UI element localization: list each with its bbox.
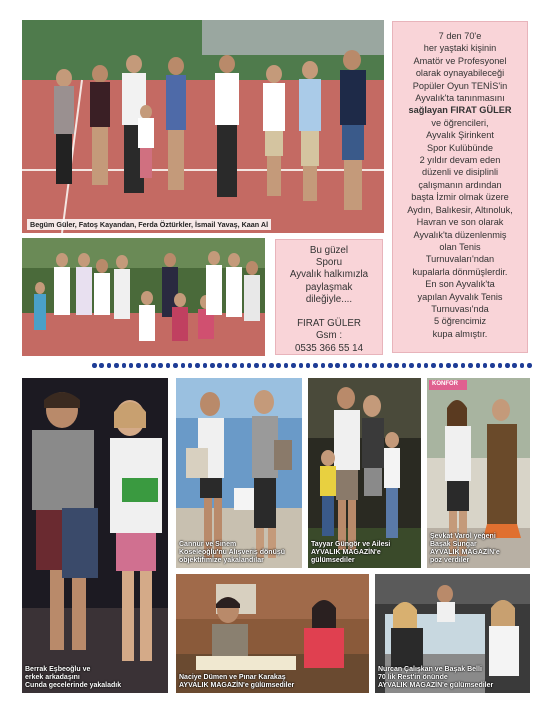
- separator-dot: [498, 363, 503, 368]
- article-line: olan Tenis: [439, 241, 481, 252]
- separator-dot: [144, 363, 149, 368]
- separator-dot: [291, 363, 296, 368]
- caption-line: AYVALIK MAGAZİN'e: [430, 549, 500, 556]
- separator-dot: [181, 363, 186, 368]
- article-line: 7 den 70'e: [438, 31, 482, 41]
- article-line: yapılan Ayvalık Tenis: [417, 291, 503, 302]
- separator-dot: [483, 363, 488, 368]
- separator-dot: [99, 363, 104, 368]
- separator-dot: [276, 363, 281, 368]
- separator-dot: [505, 363, 510, 368]
- separator-dot: [328, 363, 333, 368]
- caption-line: Berrak Eşbeoğlu ve: [25, 666, 91, 673]
- couple-cunda-photo: [22, 378, 168, 693]
- separator-dot: [343, 363, 348, 368]
- shop-sign: KONFOR: [429, 380, 461, 388]
- separator-dot: [269, 363, 274, 368]
- separator-dot: [114, 363, 119, 368]
- separator-dot: [158, 363, 163, 368]
- caption-line: Tayyar Güngör ve Ailesi: [311, 541, 391, 548]
- separator-dot: [335, 363, 340, 368]
- separator-dot: [394, 363, 399, 368]
- separator-dot: [188, 363, 193, 368]
- restaurant-photo: [176, 574, 369, 693]
- article-line: Turnuvaları'ndan: [425, 254, 495, 265]
- caption-line: Koseleoğlu'nu Alışveriş dönüşü: [179, 549, 286, 556]
- contact-line: Ayvalık halkımızla: [289, 269, 369, 281]
- caption-cunda: [25, 666, 121, 690]
- caption-line: gülümsediler: [311, 557, 355, 564]
- separator-dot: [254, 363, 259, 368]
- caption-line: AYVALIK MAGAZİN'e gülümsediler: [179, 682, 295, 689]
- separator-dot: [203, 363, 208, 368]
- caption-line: erkek arkadaşını: [25, 674, 80, 681]
- article-line: 2 yıldır devam eden: [419, 155, 501, 166]
- separator-dot: [512, 363, 517, 368]
- separator-dot: [136, 363, 141, 368]
- team-caption: Begüm Güler, Fatoş Kayandan, Ferda Öztürkler, İsmail Yavaş, Kaan Al: [27, 219, 271, 230]
- separator-dot: [129, 363, 134, 368]
- separator-dot: [313, 363, 318, 368]
- separator-dot: [453, 363, 458, 368]
- separator-dot: [151, 363, 156, 368]
- contact-line: Gsm :: [315, 330, 343, 342]
- contact-line: 0535 366 55 14: [294, 342, 364, 354]
- tennis-team-photo: [22, 20, 384, 233]
- caption-line: Naciye Dümen ve Pınar Karakaş: [179, 674, 286, 681]
- separator-dot: [225, 363, 230, 368]
- article-line: En son Ayvalık'ta: [425, 279, 495, 290]
- separator-dot: [527, 363, 532, 368]
- caption-line: poz verdiler: [430, 557, 470, 564]
- caption-pose: [430, 533, 500, 565]
- caption-restaurant: [179, 674, 294, 690]
- separator-dot: [372, 363, 377, 368]
- separator-dot: [173, 363, 178, 368]
- contact-line: Bu güzel: [309, 245, 349, 256]
- article-line: düzenli ve disiplinli: [421, 167, 499, 178]
- separator-dot: [240, 363, 245, 368]
- caption-line: Şevkat Varol yeğeni: [430, 533, 496, 540]
- separator-dot: [217, 363, 222, 368]
- contact-line: FIRAT GÜLER: [297, 318, 361, 330]
- separator-dot: [195, 363, 200, 368]
- caption-family: [311, 541, 390, 565]
- separator-dot: [424, 363, 429, 368]
- article-line: 5 öğrencimiz: [433, 316, 487, 327]
- article-line: çalışmanın ardından: [418, 179, 502, 190]
- caption-line: AYVALIK MAGAZİN'e gülümsediler: [378, 682, 494, 689]
- separator-dot: [262, 363, 267, 368]
- article-line: Aydın, Balıkesir, Altınoluk,: [407, 204, 513, 215]
- separator-dot: [431, 363, 436, 368]
- caption-line: Nurcan Çalışkan ve Başak Belli: [378, 666, 482, 673]
- pose-photo: [427, 378, 530, 568]
- shopping-photo: [176, 378, 302, 568]
- separator-dot: [520, 363, 525, 368]
- separator-dot: [107, 363, 112, 368]
- contact-line: [276, 306, 382, 318]
- article-line: Ayvalık'ta tanınmasını: [415, 93, 505, 104]
- family-photo: [308, 378, 421, 568]
- caption-line: Cunda gecelerinde yakaladık: [25, 682, 122, 689]
- caption-shopping: [179, 541, 285, 565]
- separator-dot: [321, 363, 326, 368]
- caption-line: Cannur ve Sinem: [179, 541, 237, 548]
- contact-line: Sporu: [315, 257, 343, 269]
- article-line: kupa almıştır.: [432, 328, 488, 339]
- ice-cream-shop-photo: [375, 574, 530, 693]
- article-line: ve öğrencileri,: [431, 117, 489, 128]
- caption-line: AYVALIK MAGAZİN'e: [311, 549, 381, 556]
- caption-line: Başak Sungar: [430, 541, 477, 548]
- separator-dot: [380, 363, 385, 368]
- separator-dot: [468, 363, 473, 368]
- article-line: Popüler Oyun TENİS'in: [412, 80, 508, 91]
- caption-line: objektifimize yakalandılar: [179, 557, 264, 564]
- separator-dot: [247, 363, 252, 368]
- article-box: [392, 21, 528, 353]
- separator-dot: [446, 363, 451, 368]
- separator-dot: [417, 363, 422, 368]
- separator-dot: [358, 363, 363, 368]
- article-line: başta İzmir olmak üzere: [411, 192, 509, 203]
- separator-dot: [365, 363, 370, 368]
- article-line: Ayvalık Şirinkent: [426, 130, 494, 141]
- article-line: Ayvalık'ta düzenlenmiş: [413, 229, 507, 240]
- separator-dot: [387, 363, 392, 368]
- separator-dot: [284, 363, 289, 368]
- article-line: Havran ve son olarak: [416, 217, 504, 228]
- separator-dot: [210, 363, 215, 368]
- separator-dot: [232, 363, 237, 368]
- separator-dot: [299, 363, 304, 368]
- caption-line: 70 lik Rest'in önünde: [378, 674, 448, 681]
- separator-dot: [409, 363, 414, 368]
- separator-dot: [122, 363, 127, 368]
- article-line: Spor Kulübünde: [427, 142, 493, 153]
- caption-ice-cream: [378, 666, 493, 690]
- article-line: her yaştaki kişinin: [423, 43, 497, 54]
- contact-line: paylaşmak: [305, 281, 353, 293]
- article-line: Amatör ve Profesyonel: [413, 55, 507, 66]
- article-line: olarak oynayabileceği: [415, 68, 505, 79]
- separator-dot: [350, 363, 355, 368]
- group-photo: [22, 238, 265, 356]
- contact-line: dileğiyle....: [305, 293, 353, 305]
- separator-dot: [92, 363, 97, 368]
- article-line: sağlayan FIRAT GÜLER: [408, 105, 512, 116]
- separator-dot: [461, 363, 466, 368]
- separator-dot: [402, 363, 407, 368]
- contact-box: [275, 239, 383, 355]
- separator-dot: [306, 363, 311, 368]
- article-line: kupalarla dönmüşlerdir.: [412, 266, 508, 277]
- separator-dot: [166, 363, 171, 368]
- article-line: Turnuvası'nda: [431, 303, 489, 314]
- separator-dot: [490, 363, 495, 368]
- dot-separator: [92, 363, 532, 371]
- separator-dot: [439, 363, 444, 368]
- separator-dot: [476, 363, 481, 368]
